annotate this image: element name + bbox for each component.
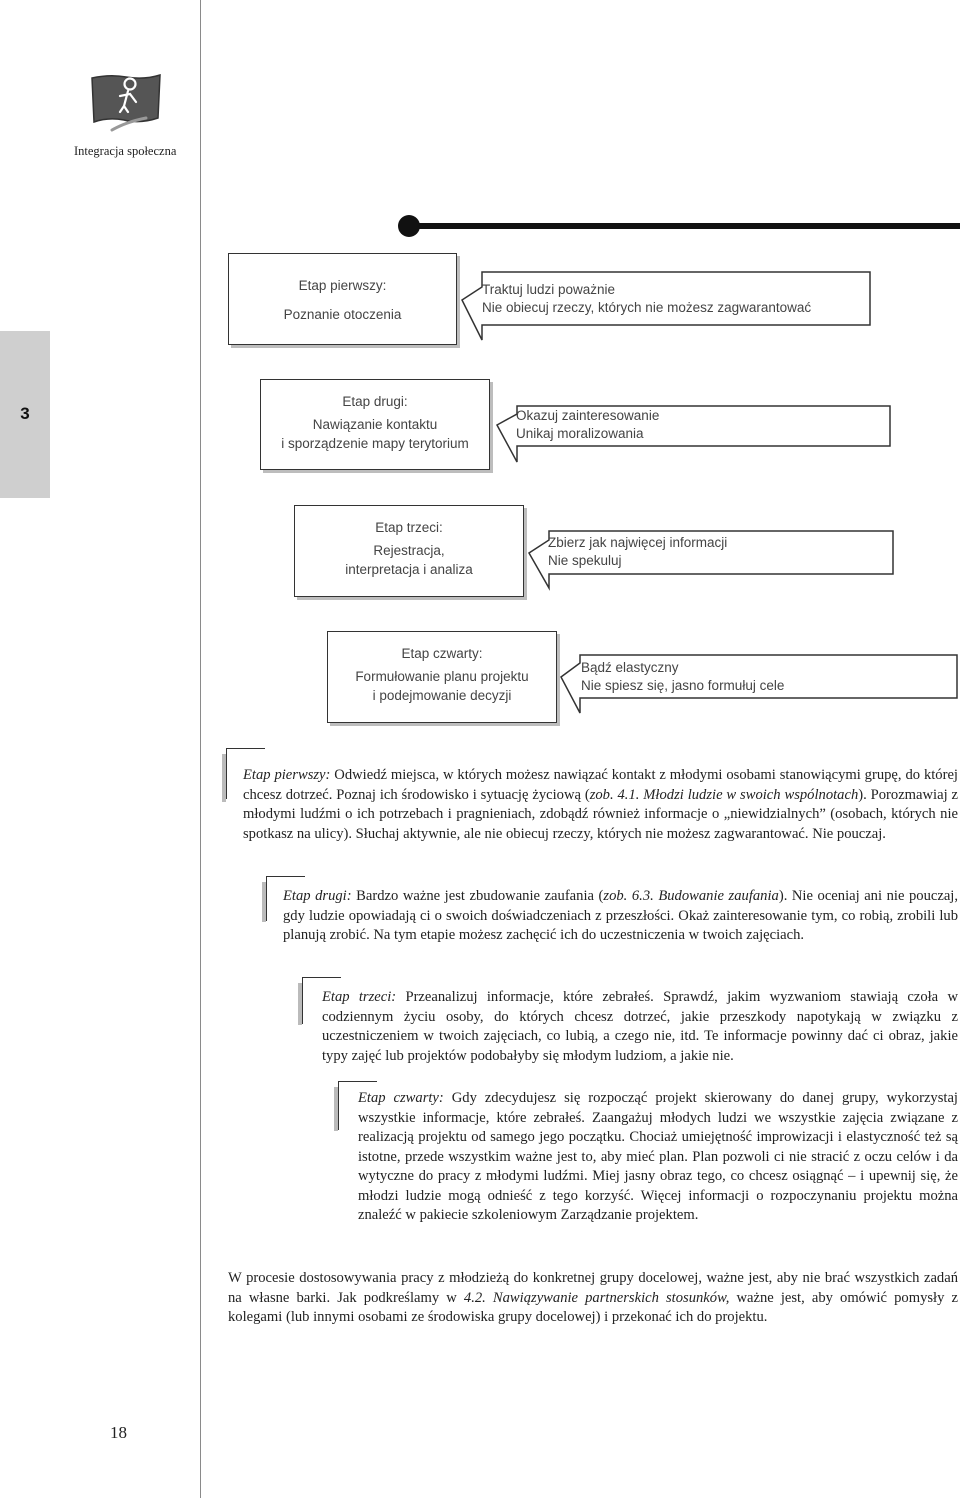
tip: Nie spekuluj <box>548 553 622 568</box>
stage-box-3 <box>294 505 524 597</box>
stage-description: Rejestracja, <box>373 543 445 558</box>
paragraph-lead: Etap drugi: <box>283 888 352 904</box>
tip: Nie spiesz się, jasno formułuj cele <box>581 678 785 693</box>
stage-description: Formułowanie planu projektu <box>355 669 529 684</box>
tip: Zbierz jak najwięcej informacji <box>548 535 728 550</box>
stage-title: Etap drugi: <box>342 394 408 409</box>
paragraph-stage-4 <box>358 1089 958 1226</box>
paragraph-text: Odwiedź miejsca, w których możesz nawiązać kontakt z młodymi osobami stanowiącymi grupę, do której chcesz dotrzeć. Poznaj ich środowisko i sytuację życiową ( <box>243 767 958 803</box>
paragraph-lead: Etap trzeci: <box>322 989 397 1005</box>
stage-description: Poznanie otoczenia <box>283 307 402 322</box>
stage-tips-4 <box>581 659 784 695</box>
cross-reference: zob. 6.3. Budowanie zaufania <box>603 888 779 904</box>
paragraph-text: ). Nie oceniaj ani nie pouczaj, gdy ludzie opowiadają ci o swoich doświadczeniach z przeszłości. Okaż zainteresowanie tym, co robią, zrobili lub planują zrobić. Na tym etapie możesz zachęcić ich do uczestniczenia w twoich zajęciach. <box>283 888 958 943</box>
paragraph-stage-1 <box>243 766 958 844</box>
stage-tips-2 <box>516 407 659 443</box>
stage-description: i podejmowanie decyzji <box>372 688 512 703</box>
stage-tips-1 <box>482 281 811 317</box>
paragraph-text: Gdy zdecydujesz się rozpocząć projekt skierowany do danej grupy, wykorzystaj wszystkie informacje, które zebrałeś. Zaangażuj młodych ludzi we wszystkie zajęcia związane z realizacją projektu od samego jego początku. Chociaż umiejętność improwizacji i elastyczność też są istotne, przede wszystkim ważne jest to, aby mieć plan. Plan pozwoli ci nie stracić z oczu celów i da wytyczne do pracy z młodymi ludźmi. Miej jasny obraz tego, co chcesz osiągnąć – i upewnij się, że młodzi ludzie mogą odnieść z tego korzyść. Więcej informacji o rozpoczynaniu projektu można znaleźć w pakiecie szkoleniowym Zarządzanie projektem. <box>358 1090 958 1223</box>
cross-reference: 4.2. Nawiązywanie partnerskich stosunków, <box>463 1289 730 1306</box>
paragraph-text: ). Porozmawiaj z młodymi ludźmi o ich potrzebach i pragnieniach, zdobądź również informacje o „niewidzialnych” (osobach, których nie spotkasz na ulicy). Słuchaj aktywnie, ale nie obiecuj rzeczy, których nie możesz zagwarantować. Nie pouczaj. <box>243 786 958 842</box>
paragraph-summary <box>228 1269 958 1328</box>
stage-box-2 <box>260 379 490 470</box>
stage-tips-3 <box>548 534 727 570</box>
stage-box-1 <box>228 253 457 345</box>
stage-description: i sporządzenie mapy terytorium <box>281 436 469 451</box>
tip: Okazuj zainteresowanie <box>516 408 660 423</box>
stage-title: Etap czwarty: <box>401 646 483 661</box>
tip: Nie obiecuj rzeczy, których nie możesz zagwarantować <box>482 300 812 315</box>
tip: Traktuj ludzi poważnie <box>482 282 616 297</box>
page-number: 18 <box>110 1423 127 1442</box>
paragraph-stage-2 <box>283 887 958 946</box>
stage-title: Etap trzeci: <box>375 520 443 535</box>
paragraph-text: Bardzo ważne jest zbudowanie zaufania ( <box>351 888 604 904</box>
paragraph-text: ważne jest, aby omówić pomysły z kolegami (lub innymi osobami ze środowiska grupy docelowej) i przekonać ich do projektu. <box>228 1289 958 1325</box>
paragraph-lead: Etap pierwszy: <box>243 767 331 783</box>
section-label: Integracja społeczna <box>74 144 177 158</box>
stage-description: interpretacja i analiza <box>345 562 473 577</box>
chapter-number: 3 <box>20 404 30 423</box>
stage-box-4 <box>327 631 557 723</box>
stage-description: Nawiązanie kontaktu <box>312 417 438 432</box>
tip: Unikaj moralizowania <box>516 426 644 441</box>
paragraph-lead: Etap czwarty: <box>358 1090 444 1106</box>
cross-reference: zob. 4.1. Młodzi ludzie w swoich wspólnotach <box>589 786 859 803</box>
paragraph-text: W procesie dostosowywania pracy z młodzieżą do konkretnej grupy docelowej, ważne jest, aby nie brać wszystkich zadań na własne barki. Jak podkreślamy w <box>228 1270 958 1306</box>
stage-title: Etap pierwszy: <box>298 278 387 293</box>
tip: Bądź elastyczny <box>581 660 679 675</box>
paragraph-text: Przeanalizuj informacje, które zebrałeś. Sprawdź, jakim wyzwaniom stawiają czoła w codziennym życiu osoby, do których chcesz dotrzeć, jakie przeszkody napotykają w związku z uczestniczeniem w twoich zajęciach, co lubią, a czego nie, itd. Te informacje powinny dać ci obraz, jakie typy zajęć lub projektów podobałyby się młodym ludziom, a jakie nie. <box>322 989 958 1064</box>
paragraph-stage-3 <box>322 988 958 1066</box>
